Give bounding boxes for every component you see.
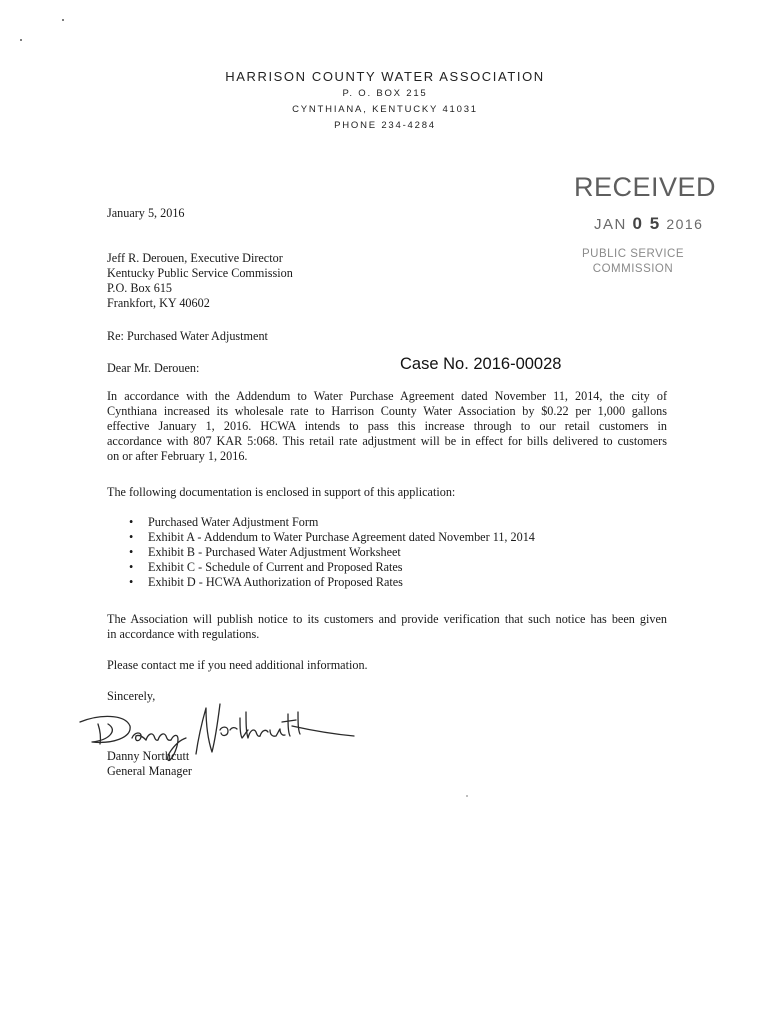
paragraph-line: Cynthiana increased its wholesale rate to Harrison County Water Association by $0.22 per 1,000 gallons: [107, 404, 667, 418]
stamp-agency-line2: COMMISSION: [592, 263, 674, 275]
bullet: •: [129, 530, 134, 544]
stamp-month: JAN: [594, 216, 627, 233]
scan-speck: [466, 795, 468, 797]
paragraph-line: In accordance with the Addendum to Water Purchase Agreement dated November 11, 2014, the city of: [107, 389, 667, 403]
stamp-year: 2016: [666, 216, 704, 232]
list-item: • Exhibit B - Purchased Water Adjustment Worksheet: [129, 545, 401, 559]
closing: Sincerely,: [107, 689, 156, 703]
list-item: • Purchased Water Adjustment Form: [129, 515, 319, 529]
stamp-agency-line1: PUBLIC SERVICE: [581, 248, 684, 260]
scan-speck: [62, 19, 64, 21]
paragraph-notice: [107, 612, 667, 642]
bullet: •: [129, 515, 134, 529]
organization-name: HARRISON COUNTY WATER ASSOCIATION: [225, 69, 545, 84]
received-stamp-agency: [578, 247, 688, 277]
enclosure-list: [129, 515, 628, 590]
paragraph-rate-increase: [107, 389, 667, 464]
case-number: Case No. 2016-00028: [400, 355, 562, 373]
paragraph-line: accordance with 807 KAR 5:068. This retail rate adjustment will be in effect for bills delivered to customers: [107, 434, 667, 448]
bullet: •: [129, 560, 134, 574]
list-item: • Exhibit C - Schedule of Current and Proposed Rates: [129, 560, 403, 574]
list-item: • Exhibit A - Addendum to Water Purchase Agreement dated November 11, 2014: [129, 530, 535, 544]
letterhead: [0, 68, 770, 134]
subject-line: Re: Purchased Water Adjustment: [107, 329, 268, 343]
recipient-city: Frankfort, KY 40602: [107, 296, 210, 310]
scan-speck: [20, 39, 22, 41]
recipient-name: Jeff R. Derouen, Executive Director: [107, 251, 283, 265]
signer-name: Danny Northcutt: [107, 749, 190, 763]
paragraph-line: in accordance with regulations.: [107, 627, 260, 641]
stamp-day: 0 5: [632, 214, 661, 233]
salutation: Dear Mr. Derouen:: [107, 361, 200, 375]
signer-block: [107, 749, 192, 779]
received-stamp-date: [594, 214, 703, 234]
paragraph-documentation: The following documentation is enclosed in support of this application:: [107, 485, 456, 499]
signer-title: General Manager: [107, 764, 192, 778]
bullet: •: [129, 575, 134, 589]
phone-number: PHONE 234-4284: [334, 120, 436, 131]
list-item: • Exhibit D - HCWA Authorization of Proposed Rates: [129, 575, 403, 589]
city-state-zip: CYNTHIANA, KENTUCKY 41031: [292, 104, 478, 115]
paragraph-line: on or after February 1, 2016.: [107, 449, 248, 463]
letter-date: January 5, 2016: [107, 206, 185, 220]
po-box: P. O. BOX 215: [342, 88, 428, 99]
received-stamp-title: RECEIVED: [574, 172, 717, 202]
recipient-organization: Kentucky Public Service Commission: [107, 266, 293, 280]
recipient-po-box: P.O. Box 615: [107, 281, 173, 295]
paragraph-line: effective January 1, 2016. HCWA intends to pass this increase through to our retail customers in: [107, 419, 667, 433]
bullet: •: [129, 545, 134, 559]
recipient-block: [107, 251, 293, 311]
paragraph-contact: Please contact me if you need additional information.: [107, 658, 368, 672]
paragraph-line: The Association will publish notice to its customers and provide verification that such notice has been given: [107, 612, 667, 626]
